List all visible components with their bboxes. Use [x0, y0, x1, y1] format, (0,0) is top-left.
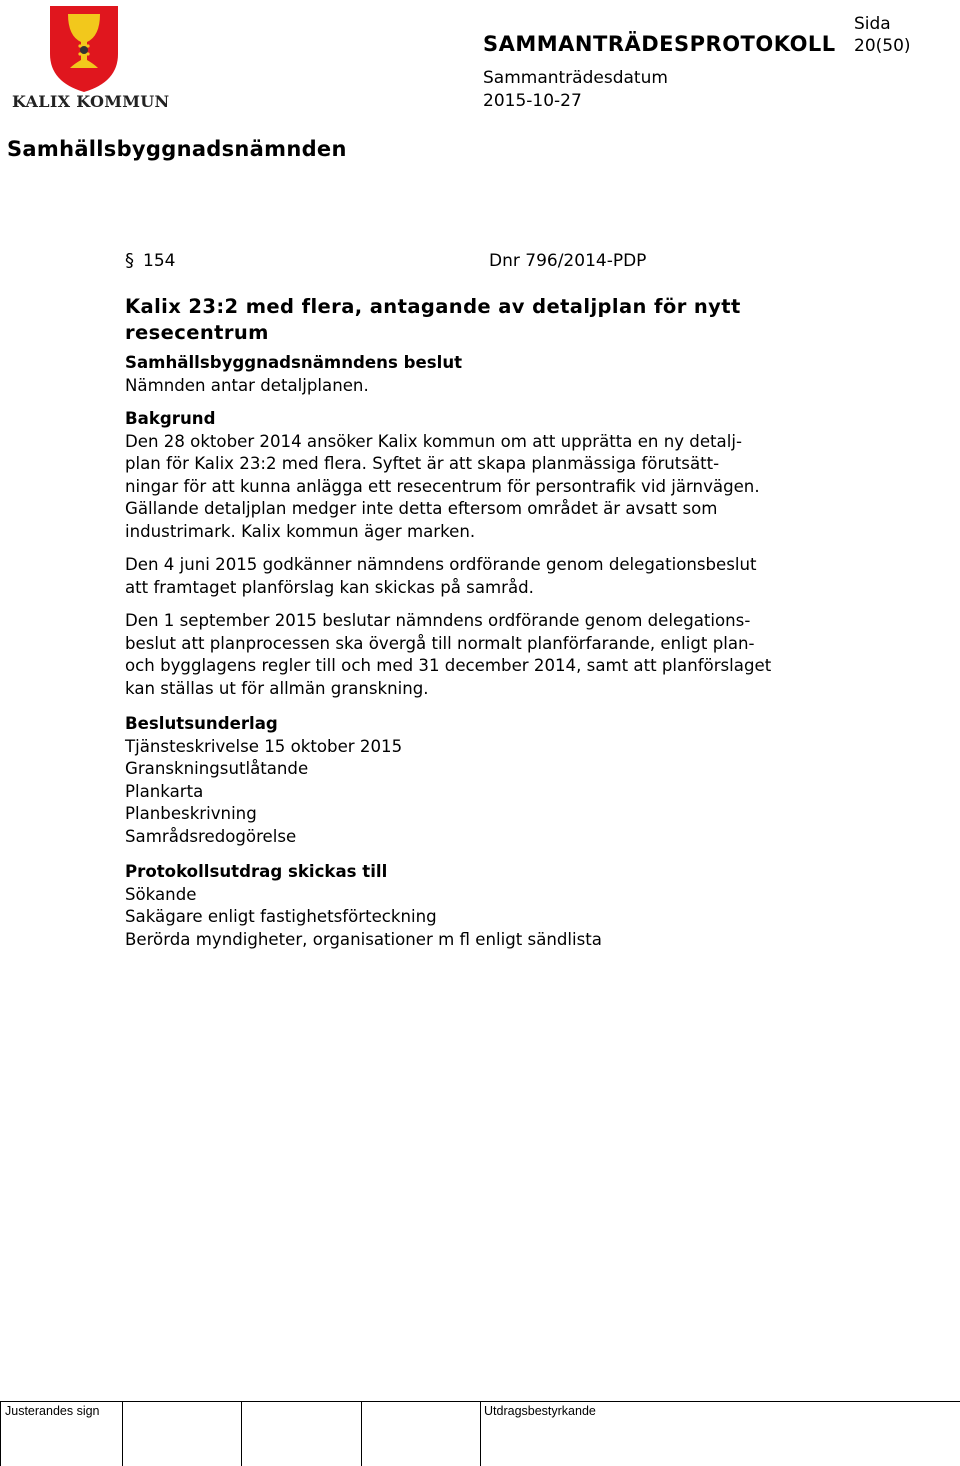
- footer-cell-border: [361, 1401, 362, 1466]
- text-line: kan ställas ut för allmän granskning.: [125, 678, 429, 698]
- logo-wordmark: KALIX KOMMUN: [12, 92, 170, 111]
- text-line: industrimark. Kalix kommun äger marken.: [125, 521, 476, 541]
- committee-name: Samhällsbyggnadsnämnden: [7, 137, 347, 161]
- municipality-logo: [8, 2, 168, 114]
- decision-heading: Samhällsbyggnadsnämndens beslut: [125, 353, 463, 372]
- footer-cell-border: [0, 1401, 1, 1466]
- text-line: Den 1 september 2015 beslutar nämndens ordförande genom delegations-: [125, 611, 751, 630]
- paragraph-header: [125, 250, 845, 274]
- meeting-date: 2015-10-27: [483, 91, 582, 111]
- decision-text: Nämnden antar detaljplanen.: [125, 375, 369, 395]
- protocol-body: [125, 250, 845, 951]
- footer-cell-border: [122, 1401, 123, 1466]
- text-line: att framtaget planförslag kan skickas på samråd.: [125, 577, 534, 597]
- distribution-list: [125, 884, 845, 952]
- signature-label: Justerandes sign: [5, 1404, 100, 1418]
- section-sign: §: [125, 250, 134, 271]
- diary-number: Dnr 796/2014-PDP: [489, 251, 647, 271]
- paragraph-title: Kalix 23:2 med flera, antagande av detaljplan för nytt resecentrum: [125, 295, 741, 344]
- list-item: Planbeskrivning: [125, 804, 257, 823]
- decision-basis-heading: Beslutsunderlag: [125, 714, 278, 733]
- footer-cell-border: [241, 1401, 242, 1466]
- list-item: Samrådsredogörelse: [125, 826, 297, 846]
- meeting-date-label: Sammanträdesdatum: [483, 68, 668, 88]
- text-line: Den 4 juni 2015 godkänner nämndens ordförande genom delegationsbeslut: [125, 555, 757, 574]
- text-line: plan för Kalix 23:2 med flera. Syftet är att skapa planmässiga förutsätt-: [125, 454, 720, 473]
- text-line: och bygglagens regler till och med 31 december 2014, samt att planförslaget: [125, 656, 772, 675]
- page-number: 20(50): [854, 36, 911, 56]
- paragraph-number: 154: [143, 251, 176, 271]
- list-item: Sökande: [125, 884, 197, 904]
- list-item: Plankarta: [125, 781, 204, 801]
- text-line: beslut att planprocessen ska övergå till normalt planförfarande, enligt plan-: [125, 633, 755, 653]
- page-label: Sida: [854, 14, 891, 34]
- signature-footer: [0, 1401, 960, 1466]
- list-item: Granskningsutlåtande: [125, 759, 309, 778]
- text-line: Gällande detaljplan medger inte detta eftersom området är avsatt som: [125, 499, 718, 518]
- list-item: Sakägare enligt fastighetsförteckning: [125, 907, 437, 926]
- distribution-heading: Protokollsutdrag skickas till: [125, 862, 388, 881]
- background-paragraph-1: [125, 431, 845, 544]
- decision-basis-list: [125, 736, 845, 849]
- certification-label: Utdragsbestyrkande: [484, 1404, 596, 1418]
- list-item: Tjänsteskrivelse 15 oktober 2015: [125, 736, 403, 756]
- footer-cell-border: [480, 1401, 481, 1466]
- document-type: SAMMANTRÄDESPROTOKOLL: [483, 32, 836, 56]
- list-item: Berörda myndigheter, organisationer m fl enligt sändlista: [125, 929, 602, 949]
- background-paragraph-2: [125, 554, 845, 599]
- background-paragraph-3: [125, 610, 845, 700]
- text-line: Den 28 oktober 2014 ansöker Kalix kommun om att upprätta en ny detalj-: [125, 431, 742, 451]
- text-line: ningar för att kunna anlägga ett resecentrum för persontrafik vid järnvägen.: [125, 476, 760, 496]
- background-heading: Bakgrund: [125, 409, 216, 428]
